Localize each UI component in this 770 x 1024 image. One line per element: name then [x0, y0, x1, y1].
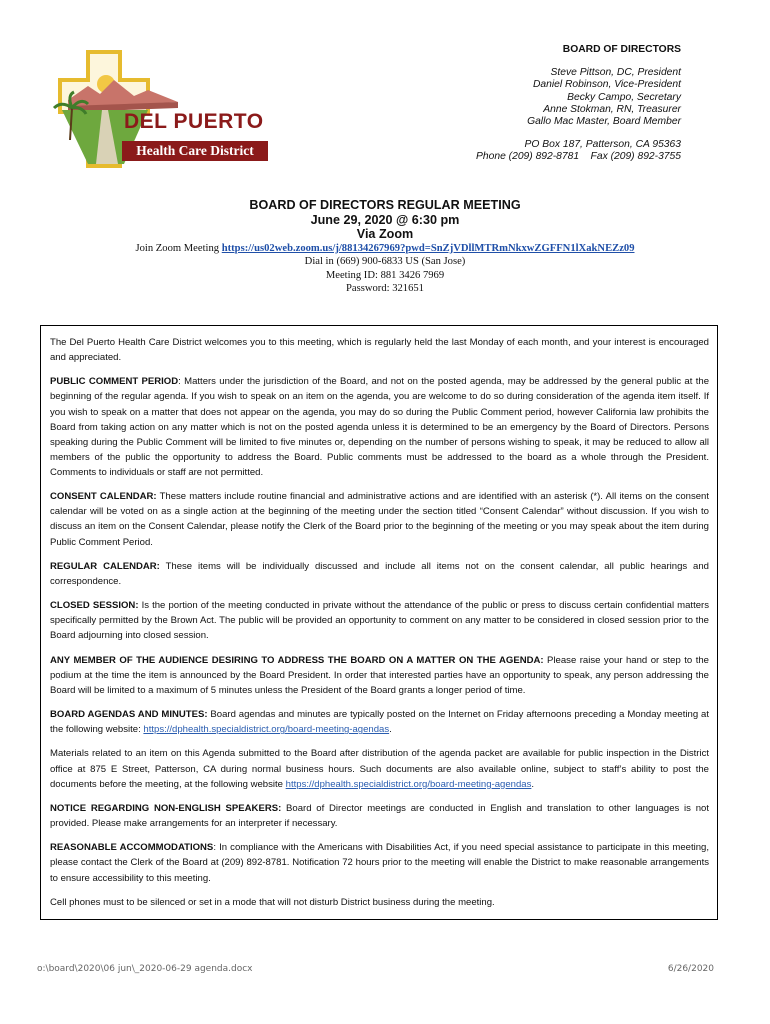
board-member: Anne Stokman, RN, Treasurer — [543, 103, 681, 115]
agendas-website-link[interactable]: https://dphealth.specialdistrict.org/board-meeting-agendas — [143, 724, 390, 736]
materials-website-link[interactable]: https://dphealth.specialdistrict.org/board-meeting-agendas — [285, 778, 532, 790]
district-logo-name: DEL PUERTO — [124, 110, 264, 133]
accommodations-paragraph: REASONABLE ACCOMMODATIONS: In compliance with the Americans with Disabilities Act, if you need special assistance to participate in this meeting, please contact the Clerk of the Board at (209) 892-8781. Notification 72 hours prior to the meeting will enable the District to make reasonable arrangements to ensure accessibility to this meeting. — [50, 842, 709, 884]
district-logo-tagline: Health Care District — [122, 141, 268, 161]
consent-calendar-paragraph: CONSENT CALENDAR: These matters include routine financial and administrative actions and are identified with an asterisk (*). All items on the consent calendar will be voted on as a single action at the beginning of the meeting under the section titled “Consent Calendar” without discussion. If you wish to discuss an item on the Consent Calendar, please notify the Clerk of the Board prior to the beginning of the meeting or you may speak about the item during Public Comment Period. — [50, 491, 709, 548]
district-logo — [48, 50, 270, 168]
zoom-password: Password: 321651 — [346, 283, 424, 294]
meeting-notices-box — [40, 325, 718, 920]
board-member: Gallo Mac Master, Board Member — [527, 116, 681, 128]
board-title: BOARD OF DIRECTORS — [562, 44, 681, 55]
accommodations-label: REASONABLE ACCOMMODATIONS — [50, 842, 214, 854]
board-member: Steve Pittson, DC, President — [550, 67, 681, 79]
meeting-date: June 29, 2020 @ 6:30 pm — [310, 212, 460, 227]
board-member: Becky Campo, Secretary — [567, 91, 681, 103]
meeting-header — [0, 198, 770, 295]
agendas-minutes-label: BOARD AGENDAS AND MINUTES: — [50, 709, 208, 721]
closed-session-paragraph: CLOSED SESSION: Is the portion of the meeting conducted in private without the attendance of the public or press to discuss certain confidential matters specifically permitted by the Brown Act. The public will be provided an opportunity to comment on any matter to be considered in closed session prior to the Board adjourning into closed session. — [50, 600, 710, 642]
district-fax: Fax (209) 892-3755 — [590, 151, 681, 163]
footer-file-path: o:\board\2020\06 jun\_2020-06-29 agenda.docx — [37, 964, 253, 974]
meeting-title: BOARD OF DIRECTORS REGULAR MEETING — [249, 198, 521, 212]
footer-date: 6/26/2020 — [667, 964, 714, 974]
public-comment-paragraph: PUBLIC COMMENT PERIOD: Matters under the jurisdiction of the Board, and not on the posted agenda, may be addressed by the general public at the beginning of the regular agenda. If you wish to speak on an item on the agenda, you are welcome to do so during consideration of the agenda item itself. If you wish to speak on a matter that does not appear on the agenda, you may do so during the Public Comment period, however California law prohibits the Board from taking action on any matter which is not on the posted agenda unless it is determined to be an emergency by the Board of Directors. Persons speaking during the Public Comment will be limited to five minutes or, depending on the number of persons wishing to speak, it may be reduced to allow all members of the public the opportunity to address the Board. Public comments must be addressed to the board as a whole through the President. Comments to individuals or staff are not permitted. — [50, 376, 710, 478]
closed-session-label: CLOSED SESSION: — [50, 600, 139, 612]
board-of-directors-header — [476, 44, 681, 164]
non-english-label: NOTICE REGARDING NON-ENGLISH SPEAKERS: — [50, 802, 282, 814]
zoom-dial-in: Dial in (669) 900-6833 US (San Jose) — [304, 256, 466, 268]
agendas-minutes-paragraph: BOARD AGENDAS AND MINUTES: Board agendas and minutes are typically posted on the Internet on Friday afternoons preceding a Monday meeting at the following website: https://dphealth.specialdistrict.org/board-meeting-agendas. — [50, 709, 709, 736]
regular-calendar-paragraph: REGULAR CALENDAR: These items will be individually discussed and include all items not on the consent calendar, all public hearings and correspondence. — [50, 560, 709, 587]
board-member: Daniel Robinson, Vice-President — [532, 79, 681, 91]
zoom-join-label: Join Zoom Meeting — [135, 242, 220, 254]
consent-calendar-label: CONSENT CALENDAR: — [50, 491, 157, 503]
zoom-join-link[interactable]: https://us02web.zoom.us/j/88134267969?pwd=SnZjVDllMTRmNkxwZGFFN1lXakNEZz09 — [221, 242, 635, 254]
meeting-venue: Via Zoom — [356, 227, 414, 242]
regular-calendar-label: REGULAR CALENDAR: — [50, 560, 160, 572]
audience-label: ANY MEMBER OF THE AUDIENCE DESIRING TO ADDRESS THE BOARD ON A MATTER ON THE AGENDA: — [50, 654, 544, 666]
cell-phones-paragraph: Cell phones must to be silenced or set in a mode that will not disturb District business during the meeting. — [50, 896, 495, 908]
public-comment-label: PUBLIC COMMENT PERIOD — [50, 376, 179, 388]
materials-paragraph: Materials related to an item on this Agenda submitted to the Board after distribution of the agenda packet are available for public inspection in the District office at 875 E Street, Patterson, CA during normal business hours. Such documents are also available online, subject to staff’s ability to post the documents before the meeting, at the following website https://dphealth.specialdistrict.org/board-meeting-agendas. — [50, 748, 709, 790]
non-english-paragraph: NOTICE REGARDING NON-ENGLISH SPEAKERS: Board of Director meetings are conducted in English and translation to other languages is not provided. Please make arrangements for an interpreter if necessary. — [50, 802, 709, 830]
district-address: PO Box 187, Patterson, CA 95363 — [524, 139, 681, 151]
zoom-meeting-id: Meeting ID: 881 3426 7969 — [325, 269, 445, 281]
zoom-join-line — [0, 242, 770, 255]
welcome-paragraph: The Del Puerto Health Care District welcomes you to this meeting, which is regularly held the last Monday of each month, and your interest is encouraged and appreciated. — [50, 337, 709, 364]
district-phone-fax — [476, 151, 681, 163]
audience-paragraph: ANY MEMBER OF THE AUDIENCE DESIRING TO ADDRESS THE BOARD ON A MATTER ON THE AGENDA: Please raise your hand or step to the podium at the time the item is announced by the Board President. In order that interested parties have an opportunity to speak, any person addressing the Board will be limited to a maximum of 5 minutes unless the President of the Board grants a longer period of time. — [50, 654, 709, 696]
district-phone: Phone (209) 892-8781 — [476, 151, 580, 163]
